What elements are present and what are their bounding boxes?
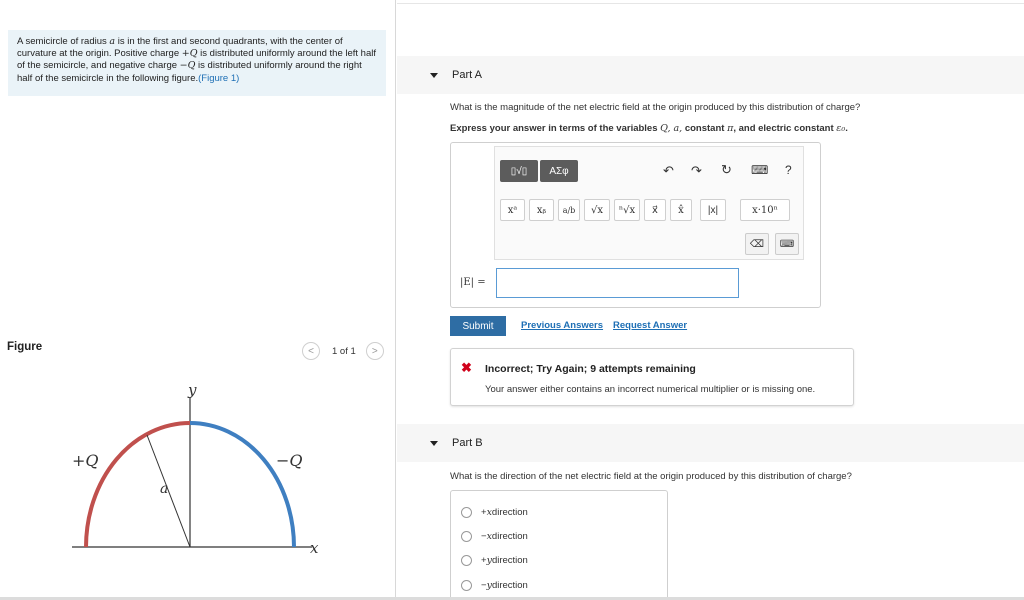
radio-button[interactable] — [461, 507, 472, 518]
unit-vector-button[interactable]: x̂ — [670, 199, 692, 221]
figure-label: Figure — [7, 341, 43, 353]
collapse-caret-icon[interactable] — [430, 441, 438, 446]
radio-button[interactable] — [461, 555, 472, 566]
left-panel — [0, 0, 396, 600]
keyboard-shortcuts-icon[interactable]: ⌨ — [751, 163, 769, 177]
part-a-instruction: Express your answer in terms of the variables Q, a, constant π, and electric constant ε₀. — [450, 123, 848, 134]
negative-charge-label: −Q — [276, 451, 303, 470]
feedback-message: Your answer either contains an incorrect numerical multiplier or is missing one. — [485, 384, 816, 395]
figure-pager — [302, 342, 384, 360]
fraction-button[interactable]: a/b — [558, 199, 580, 221]
answer-box — [450, 142, 821, 308]
problem-statement: A semicircle of radius a is in the first and second quadrants, with the center of curvature at the origin. Positive charge +Q is distributed uniformly around the left half of the semicircle, and negative charge −Q is distributed uniformly around the right half of the semicircle in the following figure.(Figure 1) — [8, 30, 386, 96]
help-icon[interactable]: ? — [785, 163, 792, 177]
choices-box — [450, 490, 668, 600]
greek-button[interactable]: ΑΣφ — [540, 160, 578, 182]
figure-link[interactable]: (Figure 1) — [198, 72, 240, 84]
collapse-caret-icon[interactable] — [430, 73, 438, 78]
choice-minus-x[interactable]: − x direction — [461, 531, 528, 542]
negative-arc — [190, 423, 294, 547]
answer-input[interactable] — [496, 268, 739, 298]
next-figure-button[interactable]: > — [366, 342, 384, 360]
vector-button[interactable]: x⃗ — [644, 199, 666, 221]
part-a-title: Part A — [452, 69, 482, 81]
prev-figure-button[interactable]: < — [302, 342, 320, 360]
radius-line — [147, 435, 190, 547]
virtual-keyboard-icon[interactable]: ⌨ — [775, 233, 799, 255]
scientific-notation-button[interactable]: x·10ⁿ — [740, 199, 790, 221]
x-axis-label: x — [310, 539, 319, 557]
previous-answers-link[interactable]: Previous Answers — [521, 320, 604, 331]
answer-label: |E| = — [460, 277, 486, 288]
subscript-button[interactable]: xᵦ — [529, 199, 554, 221]
part-a-header[interactable] — [397, 56, 1024, 94]
sqrt-button[interactable]: √x — [584, 199, 610, 221]
choice-plus-x[interactable]: + x direction — [461, 507, 528, 518]
incorrect-icon: ✖ — [461, 360, 472, 375]
choice-minus-y[interactable]: − y direction — [461, 580, 528, 591]
delete-icon[interactable]: ⌫ — [745, 233, 769, 255]
positive-arc — [86, 423, 190, 547]
part-b-header[interactable] — [397, 424, 1024, 462]
submit-button[interactable]: Submit — [450, 316, 506, 336]
radio-button[interactable] — [461, 531, 472, 542]
y-axis-label: y — [188, 381, 197, 399]
part-b-title: Part B — [452, 437, 483, 449]
abs-button[interactable]: |x| — [700, 199, 726, 221]
radio-button[interactable] — [461, 580, 472, 591]
reset-icon[interactable]: ↻ — [721, 162, 732, 177]
power-button[interactable]: xᵃ — [500, 199, 525, 221]
feedback-title: Incorrect; Try Again; 9 attempts remaining — [485, 363, 696, 375]
part-b-question: What is the direction of the net electric field at the origin produced by this distribution of charge? — [450, 471, 852, 482]
positive-charge-label: +Q — [72, 451, 99, 470]
request-answer-link[interactable]: Request Answer — [613, 320, 688, 331]
math-toolbar — [494, 146, 804, 260]
template-button[interactable]: ▯√▯ — [500, 160, 538, 182]
redo-icon[interactable]: ↷ — [691, 163, 702, 178]
pager-text: 1 of 1 — [332, 345, 356, 357]
radius-label: a — [160, 481, 169, 497]
nth-root-button[interactable]: ⁿ√x — [614, 199, 640, 221]
right-panel — [397, 0, 1024, 600]
choice-plus-y[interactable]: + y direction — [461, 555, 528, 566]
top-divider — [397, 3, 1024, 4]
undo-icon[interactable]: ↶ — [663, 163, 674, 178]
semicircle-figure — [60, 375, 330, 575]
feedback-box — [450, 348, 854, 406]
part-a-question: What is the magnitude of the net electric field at the origin produced by this distribution of charge? — [450, 102, 861, 113]
